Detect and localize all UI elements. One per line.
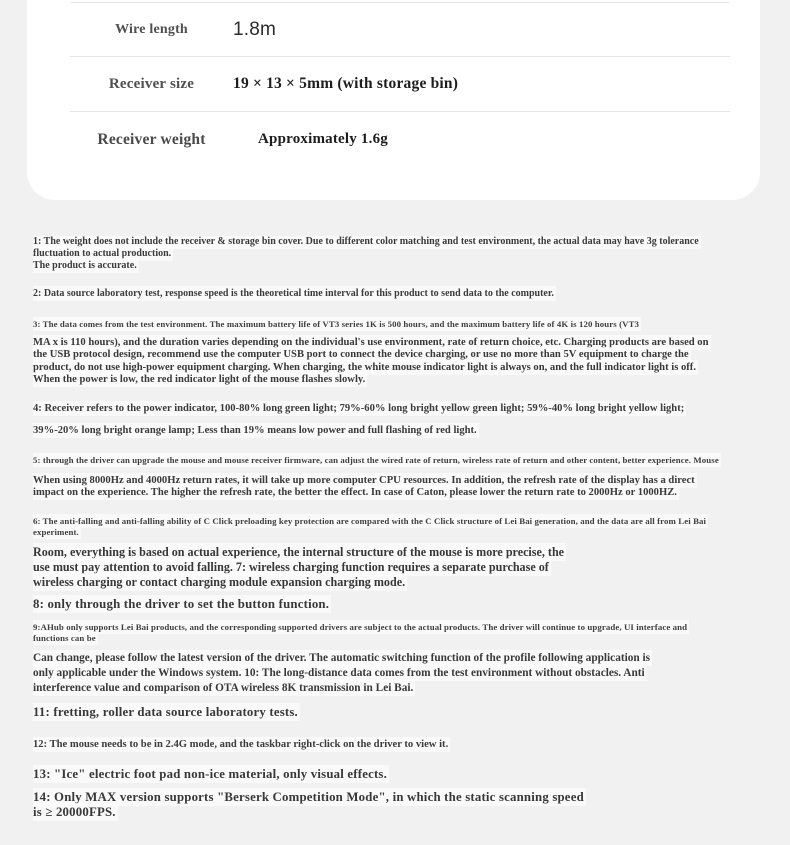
spec-value: Approximately 1.6g: [258, 131, 388, 147]
footnote-3: [33, 319, 790, 386]
footnote-line: 2: Data source laboratory test, response speed is the theoretical time interval for this product to send data to the computer.: [33, 288, 554, 299]
footnote-line: When the power is low, the red indicator light of the mouse flashes slowly.: [33, 373, 366, 385]
footnote-line: 3: The data comes from the test environment. The maximum battery life of VT3 series 1K is 500 hours, and the maximum battery life of 4K is 120 hours (VT3: [33, 319, 640, 329]
footnote-line: use must pay attention to avoid falling. 7: wireless charging function requires a separate purchase of: [33, 560, 549, 575]
footnote-line: wireless charging or contact charging module expansion charging mode.: [33, 575, 406, 590]
footnote-line: impact on the experience. The higher the refresh rate, the better the effect. In case of Caton, please lower the return rate to 2000Hz or 1000HZ.: [33, 486, 677, 498]
footnote-line: 8: only through the driver to set the button function.: [33, 597, 330, 612]
footnote-line: 1: The weight does not include the receiver & storage bin cover. Due to different color matching and test environment, the actual data may have 3g tolerance: [33, 236, 699, 247]
footnote-5: [33, 455, 790, 500]
footnote-8: [33, 597, 790, 612]
footnote-11: [33, 705, 790, 720]
footnote-line: 11: fretting, roller data source laboratory tests.: [33, 704, 298, 719]
footnote-line: 9:AHub only supports Lei Bai products, and the corresponding supported drivers are subject to the actual products. The driver will continue to upgrade, UI interface and: [33, 621, 688, 632]
footnote-6: [33, 516, 790, 590]
footnote-line: 39%-20% long bright orange lamp; Less than 19% means low power and full flashing of red light.: [33, 424, 477, 436]
footnote-9: [33, 622, 790, 696]
footnote-line: 12: The mouse needs to be in 2.4G mode, and the taskbar right-click on the driver to view it.: [33, 739, 449, 751]
footnote-line: Room, everything is based on actual experience, the internal structure of the mouse is more precise, the: [33, 545, 565, 560]
spec-label: Wire length: [115, 21, 188, 37]
footnote-13: [33, 767, 790, 782]
spec-row-wire-length: [70, 2, 730, 56]
footnote-line: interference value and comparison of OTA wireless 8K transmission in Lei Bai.: [33, 681, 414, 694]
footnotes-section: [33, 236, 790, 821]
footnote-line: 4: Receiver refers to the power indicator, 100-80% long green light; 79%-60% long bright yellow green light; 59%-40% long bright yellow light;: [33, 403, 685, 415]
spec-table: [70, 2, 730, 167]
spec-label: Receiver weight: [97, 130, 206, 148]
footnote-line: The product is accurate.: [33, 260, 137, 271]
spec-card: [27, 0, 760, 200]
footnote-line: Can change, please follow the latest version of the driver. The automatic switching function of the profile following application is: [33, 651, 651, 664]
spec-row-receiver-size: [70, 56, 730, 111]
footnote-12: [33, 739, 790, 752]
footnote-line: 14: Only MAX version supports "Berserk Competition Mode", in which the static scanning speed: [33, 790, 584, 805]
footnote-line: When using 8000Hz and 4000Hz return rates, it will take up more computer CPU resources. In addition, the refresh rate of the display has a direct: [33, 474, 695, 486]
footnote-4: [33, 403, 790, 437]
footnote-line: only applicable under the Windows system. 10: The long-distance data comes from the test environment without obstacles. Anti: [33, 666, 645, 679]
spec-value: 19 × 13 × 5mm (with storage bin): [233, 75, 459, 92]
footnote-14: [33, 790, 790, 821]
footnote-line: functions can be: [33, 632, 96, 643]
footnote-line: fluctuation to actual production.: [33, 248, 172, 259]
footnote-line: 13: "Ice" electric foot pad non-ice material, only visual effects.: [33, 766, 387, 781]
spec-row-receiver-weight: [70, 111, 730, 167]
footnote-line: 5: through the driver can upgrade the mouse and mouse receiver firmware, can adjust the wired rate of return, wireless rate of return and other content, better experience. Mouse: [33, 454, 719, 465]
footnote-line: MA x is 110 hours), and the duration varies depending on the individual's use environment, rate of return choice, etc. Charging products are based on: [33, 336, 709, 348]
footnote-line: is ≥ 20000FPS.: [33, 805, 116, 820]
footnote-line: product, do not use high-power equipment charging. When charging, the white mouse indicator light is always on, and the full indicator light is off.: [33, 361, 696, 373]
footnote-line: 6: The anti-falling and anti-falling ability of C Click preloading key protection are compared with the C Click structure of Lei Bai generation, and the data are all from Lei Bai: [33, 516, 707, 527]
spec-value: 1.8m: [233, 18, 277, 40]
footnote-line: the USB protocol design, recommend use the computer USB port to connect the device charging, or use no more than 5V equipment to charge the: [33, 349, 689, 361]
footnote-line: experiment.: [33, 527, 79, 538]
footnote-2: [33, 288, 790, 300]
spec-label: Receiver size: [108, 75, 195, 92]
footnote-1: [33, 236, 790, 272]
